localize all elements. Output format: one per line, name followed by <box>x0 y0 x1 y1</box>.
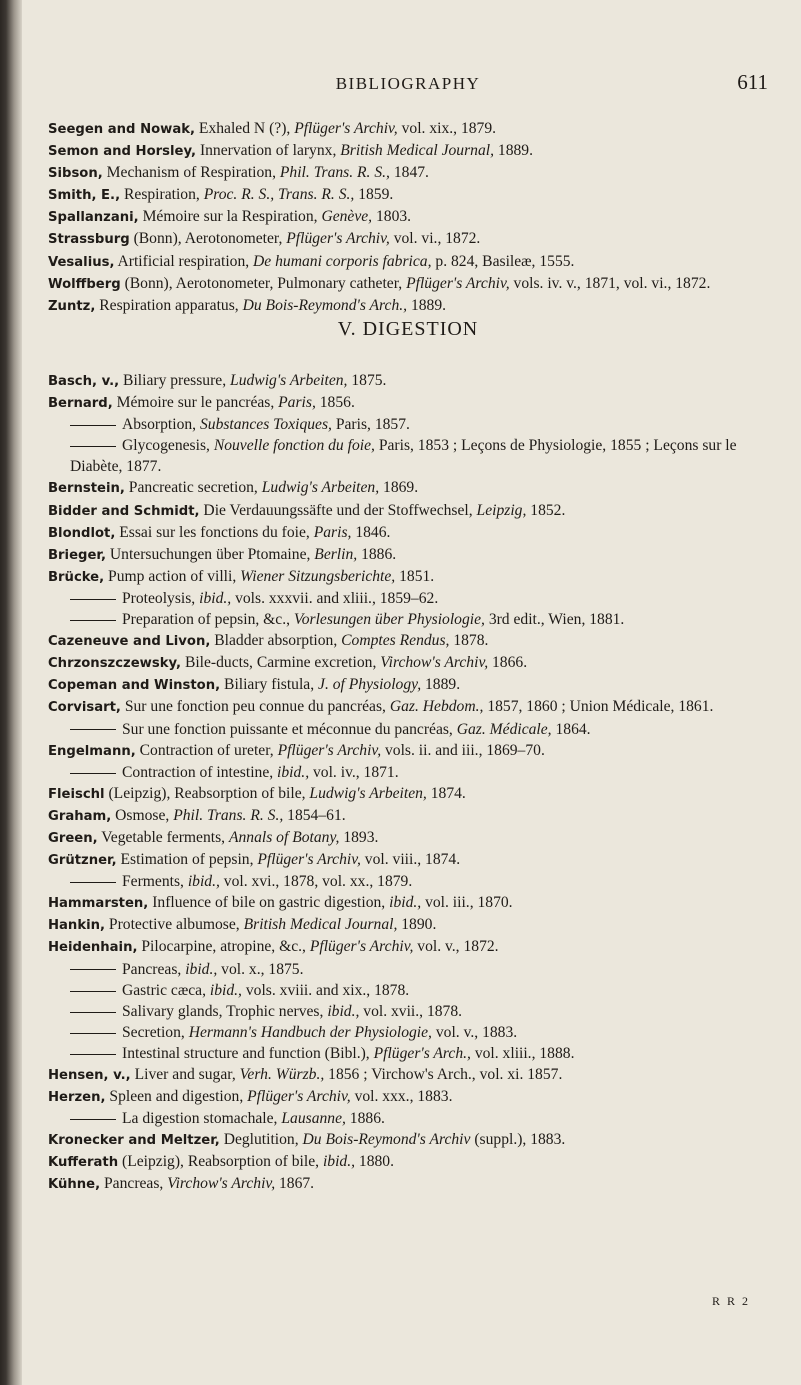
entry-citation-details: vol. iv., 1871. <box>309 763 399 781</box>
entry-description: Die Verdauungssäfte und der Stoffwechsel, <box>199 501 477 519</box>
entry-description: Respiration apparatus, <box>95 296 243 314</box>
entry-citation-details: vol. v., 1872. <box>413 938 499 956</box>
entry-author: Brücke, <box>48 569 105 585</box>
entry-source: Wiener Sitzungsberichte, <box>240 567 396 585</box>
entry-citation-details: vol. xvi., 1878, vol. xx., 1879. <box>219 873 413 891</box>
ditto-dash <box>70 599 116 600</box>
entry-citation-details: 1874. <box>426 784 466 802</box>
bibliography-entry <box>48 477 768 499</box>
entry-description: Influence of bile on gastric digestion, <box>148 894 390 912</box>
entry-citation-details: vols. xviii. and xix., 1878. <box>241 981 410 999</box>
entry-description: Secretion, <box>122 1023 189 1041</box>
entry-source: Gaz. Hebdom., <box>389 698 484 716</box>
entry-author: Seegen and Nowak, <box>48 122 196 137</box>
entry-citation-details: 1846. <box>351 523 391 541</box>
bibliography-entry <box>48 630 768 652</box>
entry-source: Verh. Würzb., <box>239 1066 325 1083</box>
bibliography-entry <box>48 914 768 936</box>
entry-source: Phil. Trans. R. S., <box>279 164 390 182</box>
bibliography-entry <box>48 588 768 609</box>
entry-author: Cazeneuve and Livon, <box>48 634 211 650</box>
entry-citation-details: vol. xix., 1879. <box>397 120 497 137</box>
entry-source: Pflüger's Archiv, <box>294 120 398 137</box>
entry-source: ibid., <box>209 981 242 999</box>
entry-citation-details: 1856. <box>315 394 355 412</box>
bibliography-entry <box>48 435 768 477</box>
entry-author: Green, <box>48 830 98 846</box>
bibliography-entry <box>48 674 768 696</box>
entry-citation-details: 1889. <box>494 142 533 160</box>
bibliography-entry <box>48 871 768 892</box>
entry-source: ibid., <box>327 1002 360 1020</box>
entry-source: Pflüger's Archiv, <box>277 741 382 759</box>
bibliography-entry <box>48 849 768 871</box>
bibliography-entry <box>48 805 768 827</box>
entry-author: Vesalius, <box>48 254 115 270</box>
entry-description: (Leipzig), Reabsorption of bile, <box>104 784 310 802</box>
ditto-dash <box>70 1054 116 1055</box>
entry-citation-details: Paris, 1857. <box>331 416 410 434</box>
bibliography-entry <box>48 1022 768 1043</box>
entry-citation-details: 1886. <box>345 1110 385 1128</box>
entry-description: Liver and sugar, <box>130 1066 240 1083</box>
page-title: BIBLIOGRAPHY <box>335 74 481 93</box>
entry-description: (Bonn), Aerotonometer, <box>129 230 287 248</box>
entry-author: Sibson, <box>48 166 103 182</box>
entry-source: ibid., <box>185 960 218 978</box>
entry-source: J. of Physiology, <box>318 676 422 694</box>
entry-description: La digestion stomachale, <box>122 1110 282 1128</box>
entry-author: Hankin, <box>48 918 106 934</box>
bibliography-entry <box>48 251 768 273</box>
entry-description: Absorption, <box>122 416 200 434</box>
bibliography-entry <box>48 696 768 718</box>
entry-citation-details: 1880. <box>355 1153 394 1171</box>
bibliography-entry <box>48 827 768 849</box>
entry-citation-details: vol. viii., 1874. <box>360 851 461 869</box>
entry-description: Estimation of pepsin, <box>116 851 258 869</box>
entry-citation-details: vol. xvii., 1878. <box>359 1002 463 1020</box>
book-binding-edge <box>0 0 22 1385</box>
entry-citation-details: 1867. <box>275 1175 315 1193</box>
entry-author: Smith, E., <box>48 188 121 204</box>
entry-author: Kühne, <box>48 1177 101 1193</box>
entry-citation-details: 1854–61. <box>283 806 346 824</box>
entry-author: Strassburg <box>48 232 130 248</box>
entry-source: Virchow's Archiv, <box>167 1175 276 1193</box>
bibliography-entry <box>48 414 768 435</box>
entry-author: Heidenhain, <box>48 940 138 956</box>
page-number: 611 <box>737 70 768 94</box>
entry-author: Zuntz, <box>48 298 96 314</box>
entry-citation-details: p. 824, Basileæ, 1555. <box>431 252 575 270</box>
entry-description: Intestinal structure and function (Bibl.), <box>122 1044 374 1062</box>
ditto-dash <box>70 729 116 730</box>
bibliography-entry <box>48 500 768 522</box>
entry-source: ibid., <box>199 589 232 607</box>
entry-citation-details: 1856 ; Virchow's Arch., vol. xi. 1857. <box>324 1066 563 1083</box>
bibliography-entry <box>48 392 768 414</box>
entry-description: Sur une fonction peu connue du pancréas, <box>120 698 390 716</box>
bibliography-entry <box>48 544 768 566</box>
entry-author: Hensen, v., <box>48 1068 131 1083</box>
bibliography-entry <box>48 522 768 544</box>
entry-description: Pump action of villi, <box>104 567 241 585</box>
entry-description: Sur une fonction puissante et méconnue du pancréas, <box>122 720 457 738</box>
bibliography-entry <box>48 652 768 674</box>
bibliography-entry <box>48 1001 768 1022</box>
entry-source: British Medical Journal, <box>340 142 495 160</box>
bibliography-entry <box>48 1064 768 1086</box>
entry-citation-details: 1852. <box>526 501 566 519</box>
entry-source: Comptes Rendus, <box>341 632 450 650</box>
entry-description: Mémoire sur la Respiration, <box>138 208 322 226</box>
ditto-dash <box>70 969 116 970</box>
entry-description: Gastric cæca, <box>122 981 210 999</box>
entry-source: Hermann's Handbuch der Physiologie, <box>188 1023 432 1041</box>
bibliography-entry <box>48 184 768 206</box>
bibliography-entry <box>48 740 768 762</box>
entry-description: Pancreas, <box>122 960 186 978</box>
entry-description: Contraction of ureter, <box>135 741 278 759</box>
entry-citation-details: 1803. <box>372 208 412 226</box>
entry-citation-details: 1866. <box>488 654 528 672</box>
entry-source: ibid., <box>322 1153 355 1171</box>
entry-citation-details: (suppl.), 1883. <box>470 1131 566 1149</box>
entry-description: (Bonn), Aerotonometer, Pulmonary catheter, <box>120 274 407 292</box>
entry-author: Graham, <box>48 808 112 824</box>
entry-source: Virchow's Archiv, <box>380 654 489 672</box>
entry-description: Glycogenesis, <box>122 437 214 455</box>
entry-source: Pflüger's Arch., <box>373 1044 471 1062</box>
entry-source: Paris, <box>278 394 316 412</box>
entry-source: Leipzig, <box>476 501 527 519</box>
bibliography-entry <box>48 1173 768 1195</box>
entry-description: Bile-ducts, Carmine excretion, <box>181 654 381 672</box>
section-heading-digestion: V. DIGESTION <box>337 318 479 340</box>
entry-author: Semon and Horsley, <box>48 144 197 160</box>
entry-author: Corvisart, <box>48 700 121 716</box>
entry-source: Pflüger's Archiv, <box>286 230 390 248</box>
bibliography-entry <box>48 892 768 914</box>
entry-description: Preparation of pepsin, &c., <box>122 611 294 629</box>
entry-source: Ludwig's Arbeiten, <box>230 372 348 389</box>
entry-source: Du Bois-Reymond's Arch., <box>242 296 408 314</box>
bibliography-entry <box>48 162 768 184</box>
bibliography-entry <box>48 566 768 588</box>
entry-description: Exhaled N (?), <box>195 120 295 137</box>
ditto-dash <box>70 773 116 774</box>
entry-description: Protective albumose, <box>105 916 244 934</box>
entry-description: Mechanism of Respiration, <box>102 164 280 182</box>
entry-source: Paris, <box>313 523 352 541</box>
bibliography-entry <box>48 1086 768 1108</box>
entry-source: Vorlesungen über Physiologie, <box>293 611 485 629</box>
running-head <box>48 70 768 100</box>
ditto-dash <box>70 620 116 621</box>
entry-source: Ludwig's Arbeiten, <box>309 784 427 802</box>
bibliography-entry <box>48 1129 768 1151</box>
entry-source: De humani corporis fabrica, <box>253 252 432 270</box>
ditto-dash <box>70 1012 116 1013</box>
bibliography-entry <box>48 295 768 317</box>
entry-source: Ludwig's Arbeiten, <box>261 479 380 497</box>
entry-source: Pflüger's Archiv, <box>406 274 510 292</box>
ditto-dash <box>70 1119 116 1120</box>
entry-citation-details: 3rd edit., Wien, 1881. <box>484 611 625 629</box>
entry-author: Chrzonszczewsky, <box>48 656 182 672</box>
entry-citation-details: 1878. <box>449 632 489 650</box>
entry-description: Untersuchungen über Ptomaine, <box>105 545 315 563</box>
bibliography-entry <box>48 719 768 740</box>
entry-author: Bernstein, <box>48 481 125 497</box>
entry-citation-details: vols. iv. v., 1871, vol. vi., 1872. <box>509 274 711 292</box>
entry-citation-details: vol. xxx., 1883. <box>350 1088 453 1106</box>
entry-source: Annals of Botany, <box>228 828 340 846</box>
entry-citation-details: vol. xliii., 1888. <box>470 1044 575 1062</box>
entry-citation-details: vol. v., 1883. <box>431 1023 518 1041</box>
entry-citation-details: vols. xxxvii. and xliii., 1859–62. <box>231 589 439 607</box>
entry-source: Proc. R. S., Trans. R. S., <box>203 186 355 204</box>
entry-citation-details: vols. ii. and iii., 1869–70. <box>381 741 545 759</box>
entry-source: Phil. Trans. R. S., <box>173 806 284 824</box>
bibliography-entry <box>48 140 768 162</box>
ditto-dash <box>70 991 116 992</box>
entry-description: Pilocarpine, atropine, &c., <box>137 938 310 956</box>
entry-source: British Medical Journal, <box>243 916 398 934</box>
entry-source: Lausanne, <box>281 1110 346 1128</box>
entry-source: Pflüger's Archiv, <box>247 1088 351 1106</box>
bibliography-entry <box>48 206 768 228</box>
entry-author: Engelmann, <box>48 743 136 759</box>
entry-citation-details: vol. x., 1875. <box>217 960 304 978</box>
entry-author: Fleischl <box>48 786 105 802</box>
bibliography-entry <box>48 959 768 980</box>
entry-source: Du Bois-Reymond's Archiv <box>302 1131 471 1149</box>
entry-author: Spallanzani, <box>48 210 139 226</box>
bibliography-entry <box>48 936 768 958</box>
entry-citation-details: vol. vi., 1872. <box>389 230 481 248</box>
entry-citation-details: 1890. <box>397 916 437 934</box>
bibliography-list-respiration <box>48 118 768 317</box>
entry-author: Grützner, <box>48 853 117 869</box>
ditto-dash <box>70 425 116 426</box>
entry-author: Bernard, <box>48 396 113 412</box>
entry-author: Basch, v., <box>48 374 120 389</box>
entry-author: Wolffberg <box>48 276 121 292</box>
entry-citation-details: 1857, 1860 ; Union Médicale, 1861. <box>483 698 714 716</box>
entry-description: Proteolysis, <box>122 589 200 607</box>
entry-description: Bladder absorption, <box>210 632 342 650</box>
entry-citation-details: 1847. <box>389 164 429 182</box>
entry-author: Herzen, <box>48 1090 106 1106</box>
entry-source: Pflüger's Archiv, <box>257 851 361 869</box>
ditto-dash <box>70 446 116 447</box>
entry-description: Deglutition, <box>219 1131 303 1149</box>
entry-description: Artificial respiration, <box>114 252 254 270</box>
bibliography-entry <box>48 1108 768 1129</box>
entry-description: Salivary glands, Trophic nerves, <box>122 1002 328 1020</box>
entry-source: Nouvelle fonction du foie, <box>213 437 375 455</box>
entry-source: Berlin, <box>314 545 358 563</box>
entry-description: Contraction of intestine, <box>122 763 278 781</box>
bibliography-entry <box>48 118 768 140</box>
entry-description: Spleen and digestion, <box>105 1088 248 1106</box>
ditto-dash <box>70 882 116 883</box>
entry-source: ibid., <box>277 763 310 781</box>
entry-source: Pflüger's Archiv, <box>309 938 414 956</box>
entry-source: Substances Toxiques, <box>199 416 332 434</box>
entry-author: Kronecker and Meltzer, <box>48 1133 220 1149</box>
entry-citation-details: 1851. <box>395 567 435 585</box>
bibliography-list-digestion <box>48 370 768 1196</box>
entry-source: ibid., <box>389 894 422 912</box>
entry-description: Biliary pressure, <box>119 372 231 389</box>
entry-author: Kufferath <box>48 1155 119 1171</box>
ditto-dash <box>70 1033 116 1034</box>
printer-signature: R R 2 <box>712 1294 751 1308</box>
entry-description: Innervation of larynx, <box>196 142 341 160</box>
entry-author: Bidder and Schmidt, <box>48 503 200 519</box>
entry-description: Mémoire sur le pancréas, <box>112 394 279 412</box>
entry-author: Blondlot, <box>48 525 116 541</box>
entry-citation-details: 1875. <box>347 372 387 389</box>
entry-author: Copeman and Winston, <box>48 678 221 694</box>
entry-citation-details: Paris, 1853 ; Leçons de Physiologie, 1855 ; Leçons sur le Diabète, 1877. <box>70 437 737 476</box>
entry-description: Respiration, <box>120 186 204 204</box>
bibliography-entry <box>48 980 768 1001</box>
bibliography-entry <box>48 762 768 783</box>
entry-citation-details: vol. iii., 1870. <box>421 894 513 912</box>
bibliography-entry <box>48 228 768 250</box>
entry-source: Genève, <box>321 208 373 226</box>
entry-citation-details: 1889. <box>407 296 447 314</box>
entry-citation-details: 1893. <box>339 828 379 846</box>
entry-citation-details: 1869. <box>379 479 419 497</box>
entry-description: Pancreatic secretion, <box>124 479 262 497</box>
bibliography-entry <box>48 370 768 392</box>
bibliography-entry <box>48 1151 768 1173</box>
entry-citation-details: 1889. <box>421 676 461 694</box>
entry-author: Brieger, <box>48 547 106 563</box>
bibliography-entry <box>48 1043 768 1064</box>
entry-citation-details: 1886. <box>357 545 397 563</box>
entry-description: Vegetable ferments, <box>97 828 229 846</box>
entry-description: Ferments, <box>122 873 188 891</box>
bibliography-entry <box>48 783 768 805</box>
entry-description: Pancreas, <box>100 1175 168 1193</box>
entry-source: ibid., <box>187 873 220 891</box>
entry-source: Gaz. Médicale, <box>456 720 552 738</box>
bibliography-entry <box>48 609 768 630</box>
entry-description: Osmose, <box>111 806 174 824</box>
entry-author: Hammarsten, <box>48 896 149 912</box>
entry-description: (Leipzig), Reabsorption of bile, <box>118 1153 323 1171</box>
entry-citation-details: 1864. <box>551 720 591 738</box>
entry-citation-details: 1859. <box>354 186 394 204</box>
bibliography-entry <box>48 273 768 295</box>
entry-description: Biliary fistula, <box>220 676 319 694</box>
entry-description: Essai sur les fonctions du foie, <box>115 523 314 541</box>
